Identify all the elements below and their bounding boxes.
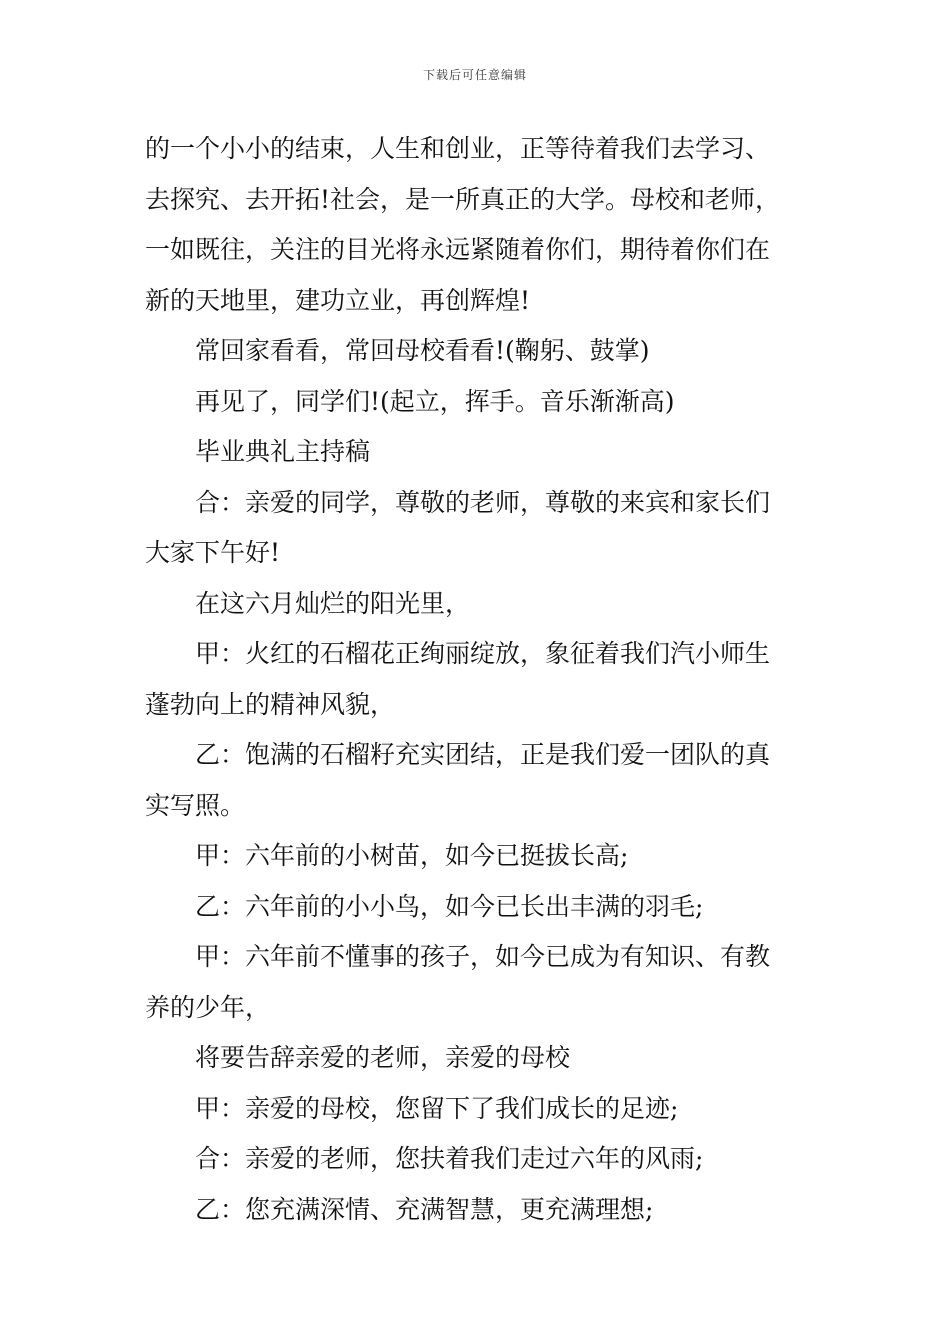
paragraph-line: 常回家看看，常回母校看看!(鞠躬、鼓掌) — [195, 336, 650, 365]
paragraph-line: 在这六月灿烂的阳光里， — [195, 588, 471, 618]
paragraph-line: 去探究、去开拓!社会，是一所真正的大学。母校和老师， — [145, 184, 781, 214]
paragraph-line: 将要告辞亲爱的老师，亲爱的母校 — [195, 1043, 571, 1072]
paragraph-line: 甲：六年前的小树苗，如今已挺拔长高; — [195, 841, 629, 870]
section-title: 毕业典礼主持稿 — [195, 437, 371, 466]
paragraph-line: 一如既往，关注的目光将永远紧随着你们，期待着你们在 — [145, 235, 771, 264]
paragraph-line: 乙：饱满的石榴籽充实团结，正是我们爱一团队的真 — [195, 740, 771, 769]
paragraph-line: 再见了，同学们!(起立，挥手。音乐渐渐高) — [195, 386, 675, 416]
document-body — [145, 124, 810, 1235]
paragraph-line: 甲：亲爱的母校，您留下了我们成长的足迹; — [195, 1093, 679, 1123]
paragraph-line: 新的天地里，建功立业，再创辉煌! — [145, 285, 531, 315]
paragraph-line: 大家下午好! — [145, 538, 281, 567]
paragraph-line: 的一个小小的结束，人生和创业，正等待着我们去学习、 — [145, 134, 771, 163]
paragraph-line: 乙：六年前的小小鸟，如今已长出丰满的羽毛; — [195, 891, 704, 921]
paragraph-line: 乙：您充满深情、充满智慧，更充满理想; — [195, 1194, 654, 1224]
paragraph-line: 蓬勃向上的精神风貌， — [145, 689, 396, 719]
header-note: 下载后可任意编辑 — [422, 68, 527, 82]
paragraph-line: 甲：火红的石榴花正绚丽绽放，象征着我们汽小师生 — [195, 639, 771, 668]
paragraph-line: 合：亲爱的同学，尊敬的老师，尊敬的来宾和家长们 — [195, 487, 771, 517]
paragraph-line: 合：亲爱的老师，您扶着我们走过六年的风雨; — [195, 1144, 704, 1173]
paragraph-line: 实写照。 — [145, 790, 246, 820]
paragraph-line: 养的少年， — [145, 992, 271, 1022]
paragraph-line: 甲：六年前不懂事的孩子，如今已成为有知识、有教 — [195, 942, 771, 971]
